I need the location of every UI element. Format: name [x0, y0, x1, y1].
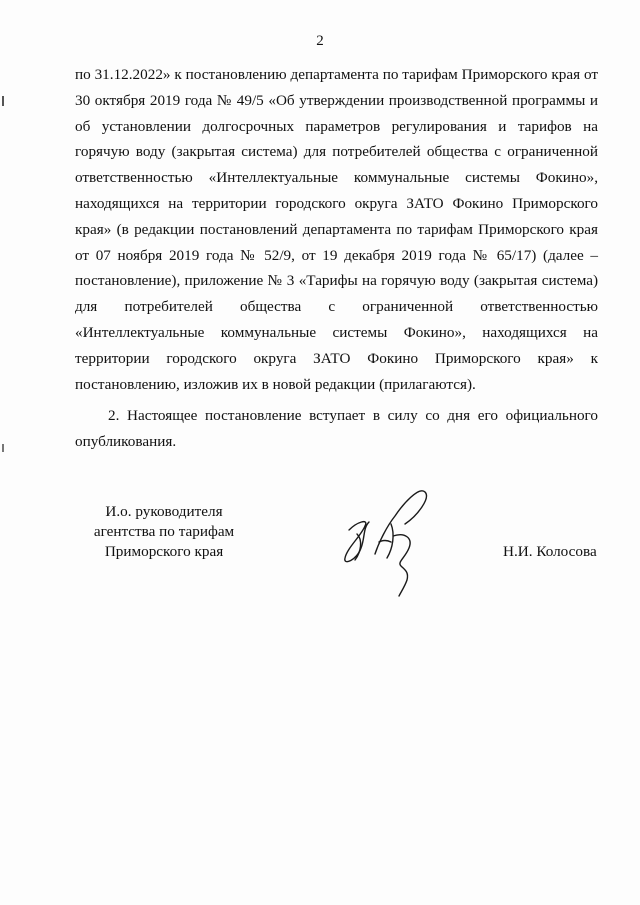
scan-edge-mark [2, 96, 4, 106]
signer-title-line: И.о. руководителя [105, 503, 223, 520]
page-number: 2 [316, 33, 324, 49]
paragraph-continuation: по 31.12.2022» к постановлению департамента по тарифам Приморского края от 30 октября 2019 года № 49/5 «Об утверждении производственной программы и об установлении долгосрочных параметров регулирования и тарифов на горячую воду (закрытая система) для потребителей общества с ограниченной ответственностью «Интеллектуальные коммунальные системы Фокино», находящихся на территории городского округа ЗАТО Фокино Приморского края» (в редакции постановлений департамента по тарифам Приморского края от 07 ноября 2019 года № 52/9, от 19 декабря 2019 года № 65/17) (далее – постановление), приложение № 3 «Тарифы на горячую воду (закрытая система) для потребителей общества с ограниченной ответственностью «Интеллектуальные коммунальные системы Фокино», находящихся на территории городского округа ЗАТО Фокино Приморского края» к постановлению, изложив их в новой редакции (прилагаются). [75, 66, 598, 393]
handwritten-signature-icon [335, 482, 445, 597]
signer-title-line: агентства по тарифам [93, 523, 235, 540]
signer-title-line: Приморского края [104, 543, 224, 560]
signer-title-block [74, 502, 254, 562]
document-body [75, 62, 598, 455]
signer-name: Н.И. Колосова [503, 543, 597, 560]
scan-edge-mark [2, 444, 4, 452]
paragraph-effective-date: 2. Настоящее постановление вступает в силу со дня его официального опубликования. [75, 407, 598, 451]
